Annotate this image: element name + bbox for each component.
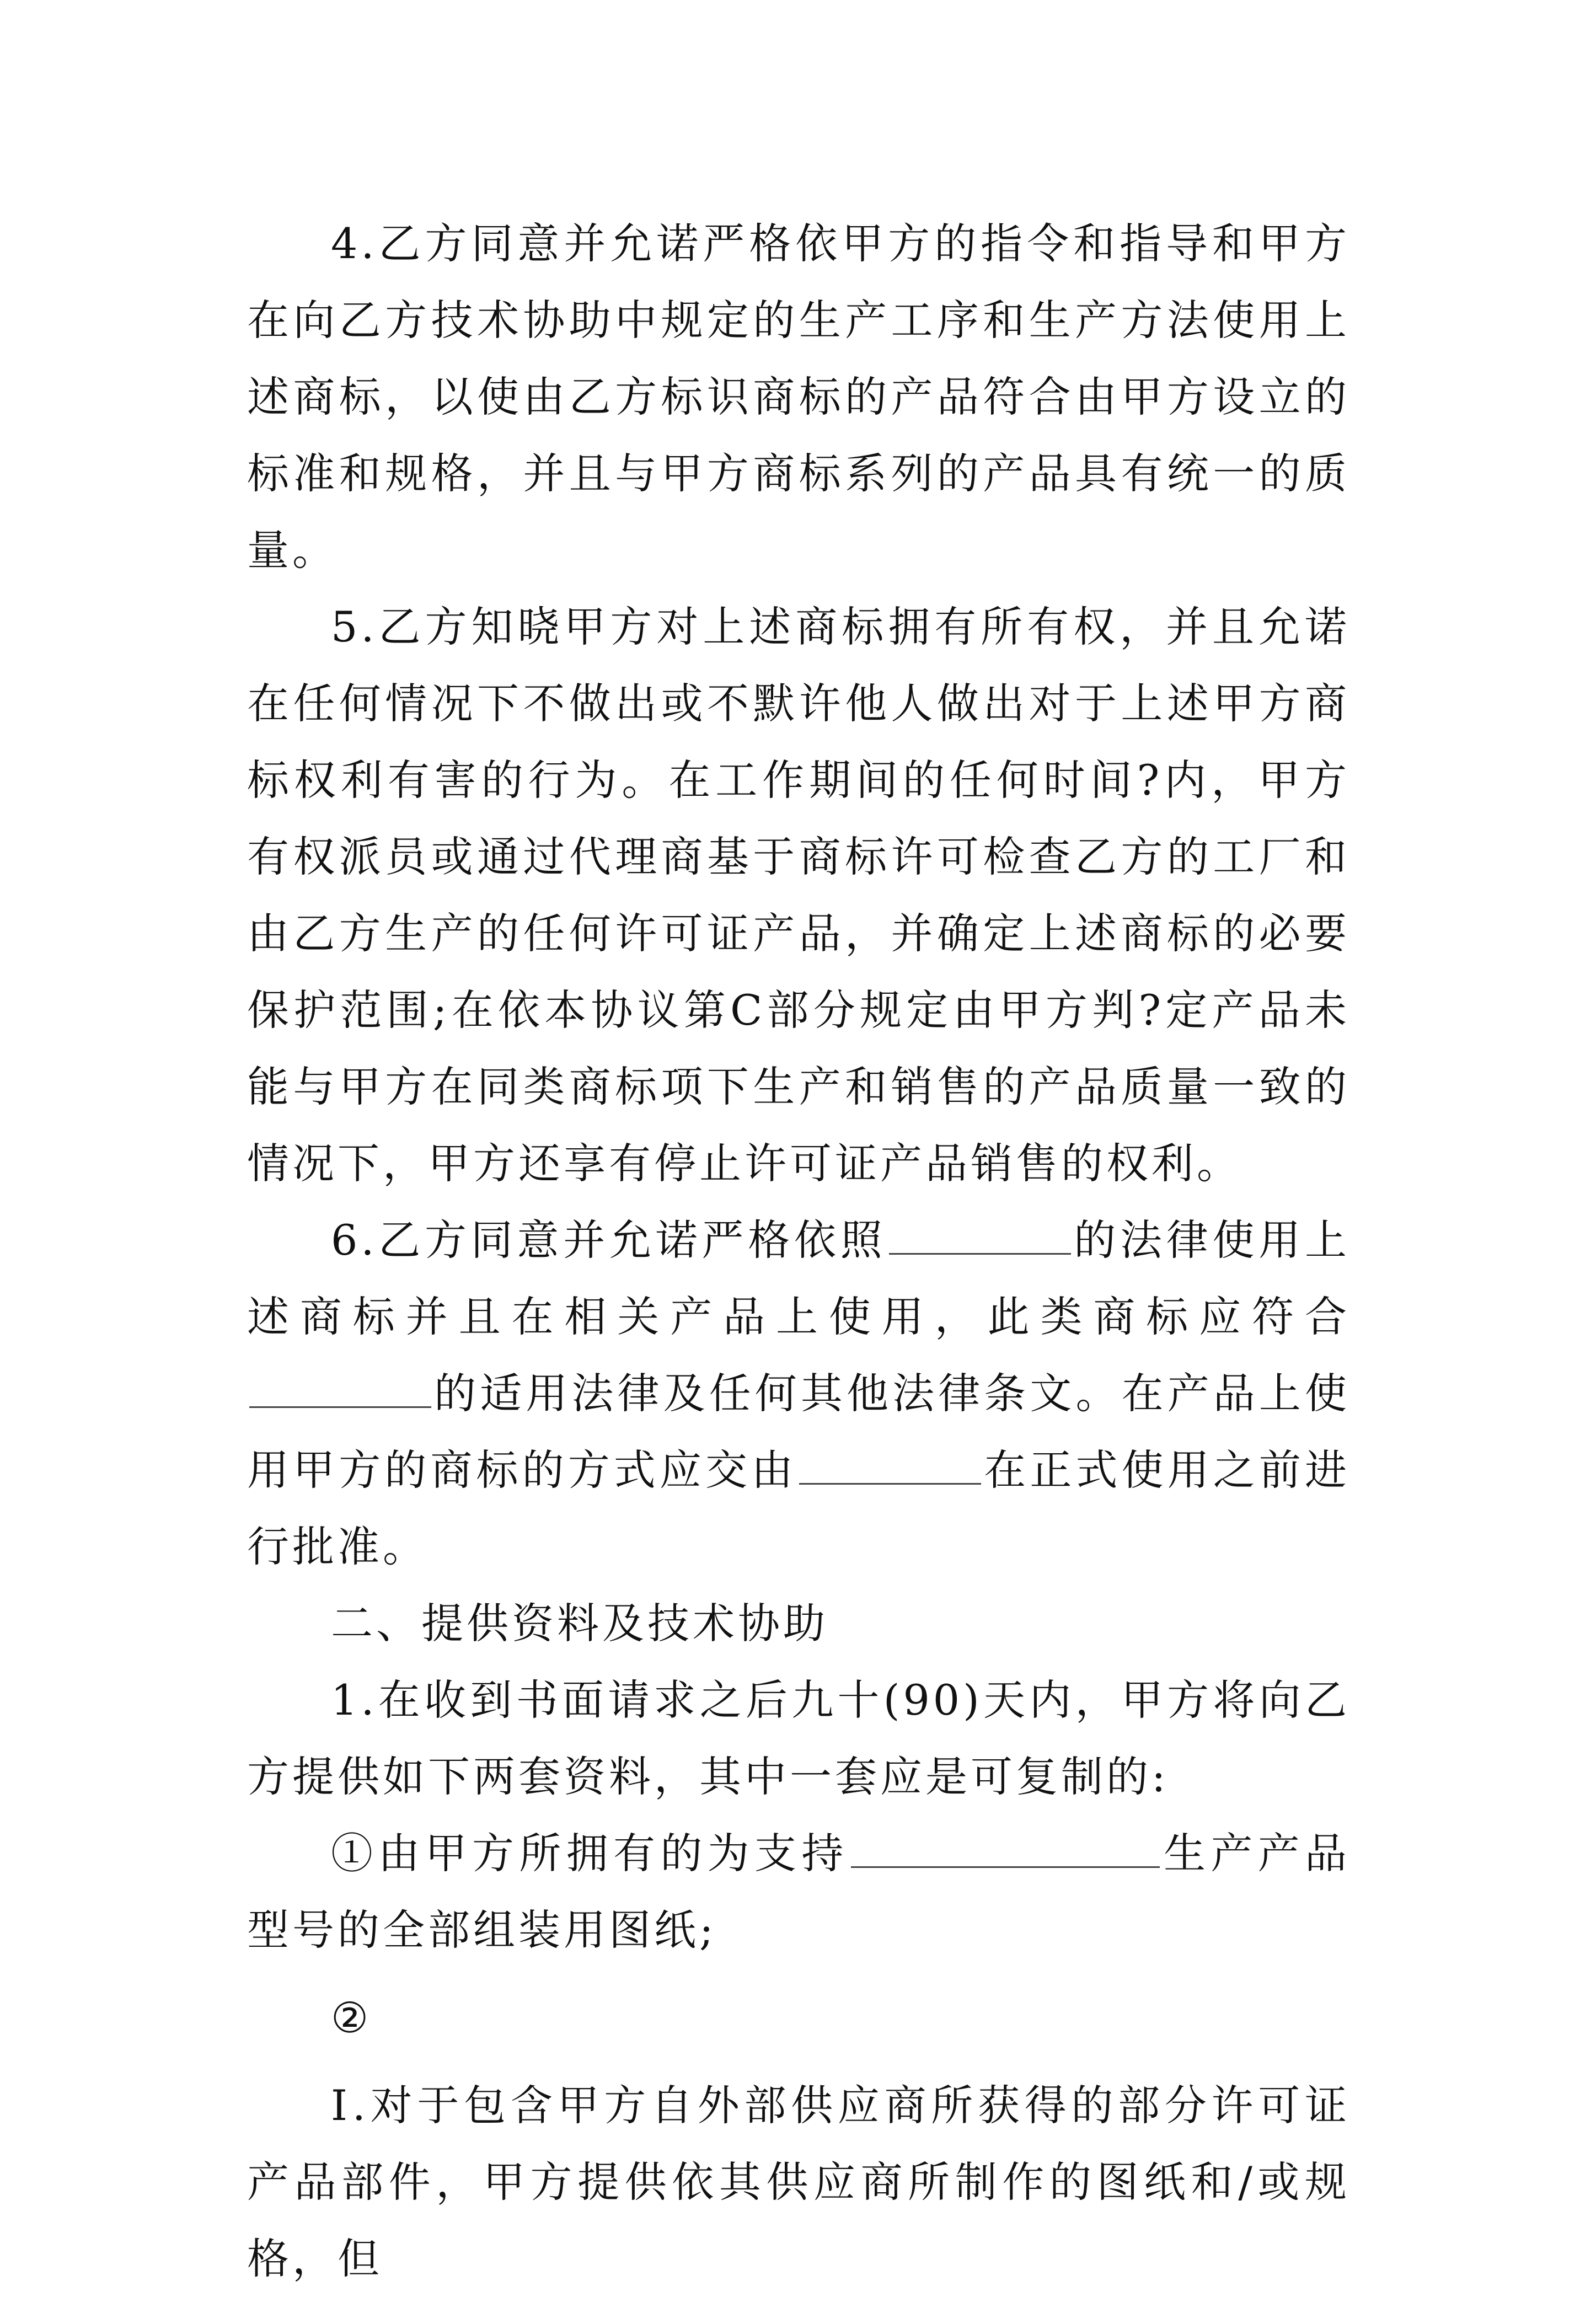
clause-6-text-1: 6.乙方同意并允诺严格依照 [331, 1216, 887, 1265]
item-circle-1-text-2: 生产产品型号的全部组装用图纸; [247, 1829, 1351, 1955]
paragraph-clause-5: 5.乙方知晓甲方对上述商标拥有所有权，并且允诺在任何情况下不做出或不默许他人做出对于上述甲方商标权利有害的行为。在工作期间的任何时间?内，甲方有权派员或通过代理商基于商标许可检查乙方的工厂和由乙方生产的任何许可证产品，并确定上述商标的必要保护范围;在依本协议第C部分规定由甲方判?定产品未能与甲方在同类商标项下生产和销售的产品质量一致的情况下，甲方还享有停止许可证产品销售的权利。 [247, 602, 1350, 1188]
paragraph-item-circle-1 [247, 1815, 1350, 1968]
item-circle-1-text-1: ①由甲方所拥有的为支持 [331, 1829, 849, 1878]
clause-6-text-4: 在正式使用之前进行批准。 [247, 1445, 1351, 1571]
clause-6-text-3: 的适用法律及任何其他法律条文。在产品上使用甲方的商标的方式应交由 [247, 1369, 1350, 1495]
blank-line-2 [249, 1368, 431, 1408]
paragraph-item-circle-2: ② [331, 1993, 372, 2042]
spacer [247, 1968, 1350, 1979]
section-heading-2: 二、提供资料及技术协助 [331, 1599, 828, 1648]
document-body [247, 205, 1350, 2297]
paragraph-item-roman-1: Ⅰ.对于包含甲方自外部供应商所获得的部分许可证产品部件，甲方提供依其供应商所制作的图纸和/或规格，但 [247, 2081, 1350, 2283]
paragraph-clause-6 [247, 1202, 1350, 1585]
blank-line-1 [889, 1214, 1071, 1255]
blank-line-3 [799, 1444, 981, 1485]
paragraph-section-2-item-1: 1.在收到书面请求之后九十(90)天内，甲方将向乙方提供如下两套资料，其中一套应是可复制的: [247, 1675, 1350, 1801]
clause-6-text-2: 的法律使用上述商标并且在相关产品上使用，此类商标应符合 [247, 1216, 1351, 1341]
blank-line-4 [851, 1828, 1160, 1868]
paragraph-clause-4: 4.乙方同意并允诺严格依甲方的指令和指导和甲方在向乙方技术协助中规定的生产工序和生产方法使用上述商标，以使由乙方标识商标的产品符合由甲方设立的标准和规格，并且与甲方商标系列的产品具有统一的质量。 [247, 219, 1350, 575]
spacer [247, 2056, 1350, 2067]
